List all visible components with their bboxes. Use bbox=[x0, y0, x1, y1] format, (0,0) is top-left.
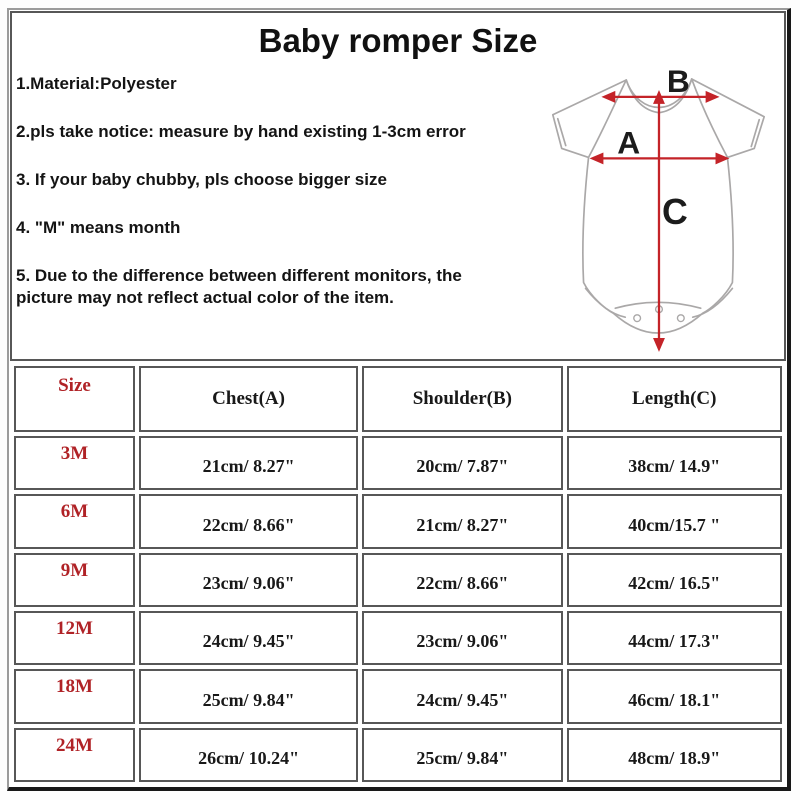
col-header-shoulder: Shoulder(B) bbox=[362, 366, 562, 432]
table-row bbox=[14, 436, 782, 490]
label-chest: A bbox=[617, 124, 641, 161]
chest-cell: 23cm/ 9.06" bbox=[139, 553, 358, 607]
note-measure-error: 2.pls take notice: measure by hand existing 1-3cm error bbox=[16, 122, 466, 141]
snap-button-icon bbox=[634, 315, 641, 322]
col-header-size: Size bbox=[14, 366, 135, 432]
shoulder-cell: 22cm/ 8.66" bbox=[362, 553, 562, 607]
length-cell: 38cm/ 14.9" bbox=[567, 436, 782, 490]
col-header-length: Length(C) bbox=[567, 366, 782, 432]
size-cell: 12M bbox=[14, 611, 135, 665]
size-cell: 9M bbox=[14, 553, 135, 607]
shoulder-cell: 24cm/ 9.45" bbox=[362, 669, 562, 723]
chest-cell: 24cm/ 9.45" bbox=[139, 611, 358, 665]
snap-button-icon bbox=[677, 315, 684, 322]
romper-measurement-diagram bbox=[528, 63, 786, 359]
label-length: C bbox=[661, 191, 688, 232]
shoulder-cell: 20cm/ 7.87" bbox=[362, 436, 562, 490]
shoulder-cell: 21cm/ 8.27" bbox=[362, 494, 562, 548]
length-cell: 42cm/ 16.5" bbox=[567, 553, 782, 607]
size-table bbox=[10, 362, 786, 786]
note-monitor-color: 5. Due to the difference between different monitors, the picture may not reflect actual color of the item. bbox=[16, 266, 462, 307]
chest-cell: 25cm/ 9.84" bbox=[139, 669, 358, 723]
note-material: 1.Material:Polyester bbox=[16, 74, 177, 93]
label-shoulder: B bbox=[666, 63, 690, 99]
table-row bbox=[14, 494, 782, 548]
shoulder-cell: 25cm/ 9.84" bbox=[362, 728, 562, 782]
col-header-chest: Chest(A) bbox=[139, 366, 358, 432]
length-cell: 48cm/ 18.9" bbox=[567, 728, 782, 782]
size-cell: 3M bbox=[14, 436, 135, 490]
length-cell: 44cm/ 17.3" bbox=[567, 611, 782, 665]
notes-list bbox=[16, 73, 521, 335]
info-section bbox=[10, 11, 786, 361]
size-cell: 24M bbox=[14, 728, 135, 782]
header-row bbox=[14, 366, 782, 432]
table-row bbox=[14, 669, 782, 723]
length-cell: 46cm/ 18.1" bbox=[567, 669, 782, 723]
page-title: Baby romper Size bbox=[258, 22, 538, 59]
chest-cell: 26cm/ 10.24" bbox=[139, 728, 358, 782]
chest-cell: 22cm/ 8.66" bbox=[139, 494, 358, 548]
note-chubby: 3. If your baby chubby, pls choose bigger size bbox=[16, 170, 387, 189]
chest-cell: 21cm/ 8.27" bbox=[139, 436, 358, 490]
size-cell: 18M bbox=[14, 669, 135, 723]
size-cell: 6M bbox=[14, 494, 135, 548]
note-month: 4. "M" means month bbox=[16, 218, 181, 237]
page-frame bbox=[7, 8, 791, 791]
table-row bbox=[14, 553, 782, 607]
size-table-container bbox=[10, 362, 786, 786]
length-cell: 40cm/15.7 " bbox=[567, 494, 782, 548]
table-row bbox=[14, 728, 782, 782]
shoulder-cell: 23cm/ 9.06" bbox=[362, 611, 562, 665]
table-row bbox=[14, 611, 782, 665]
